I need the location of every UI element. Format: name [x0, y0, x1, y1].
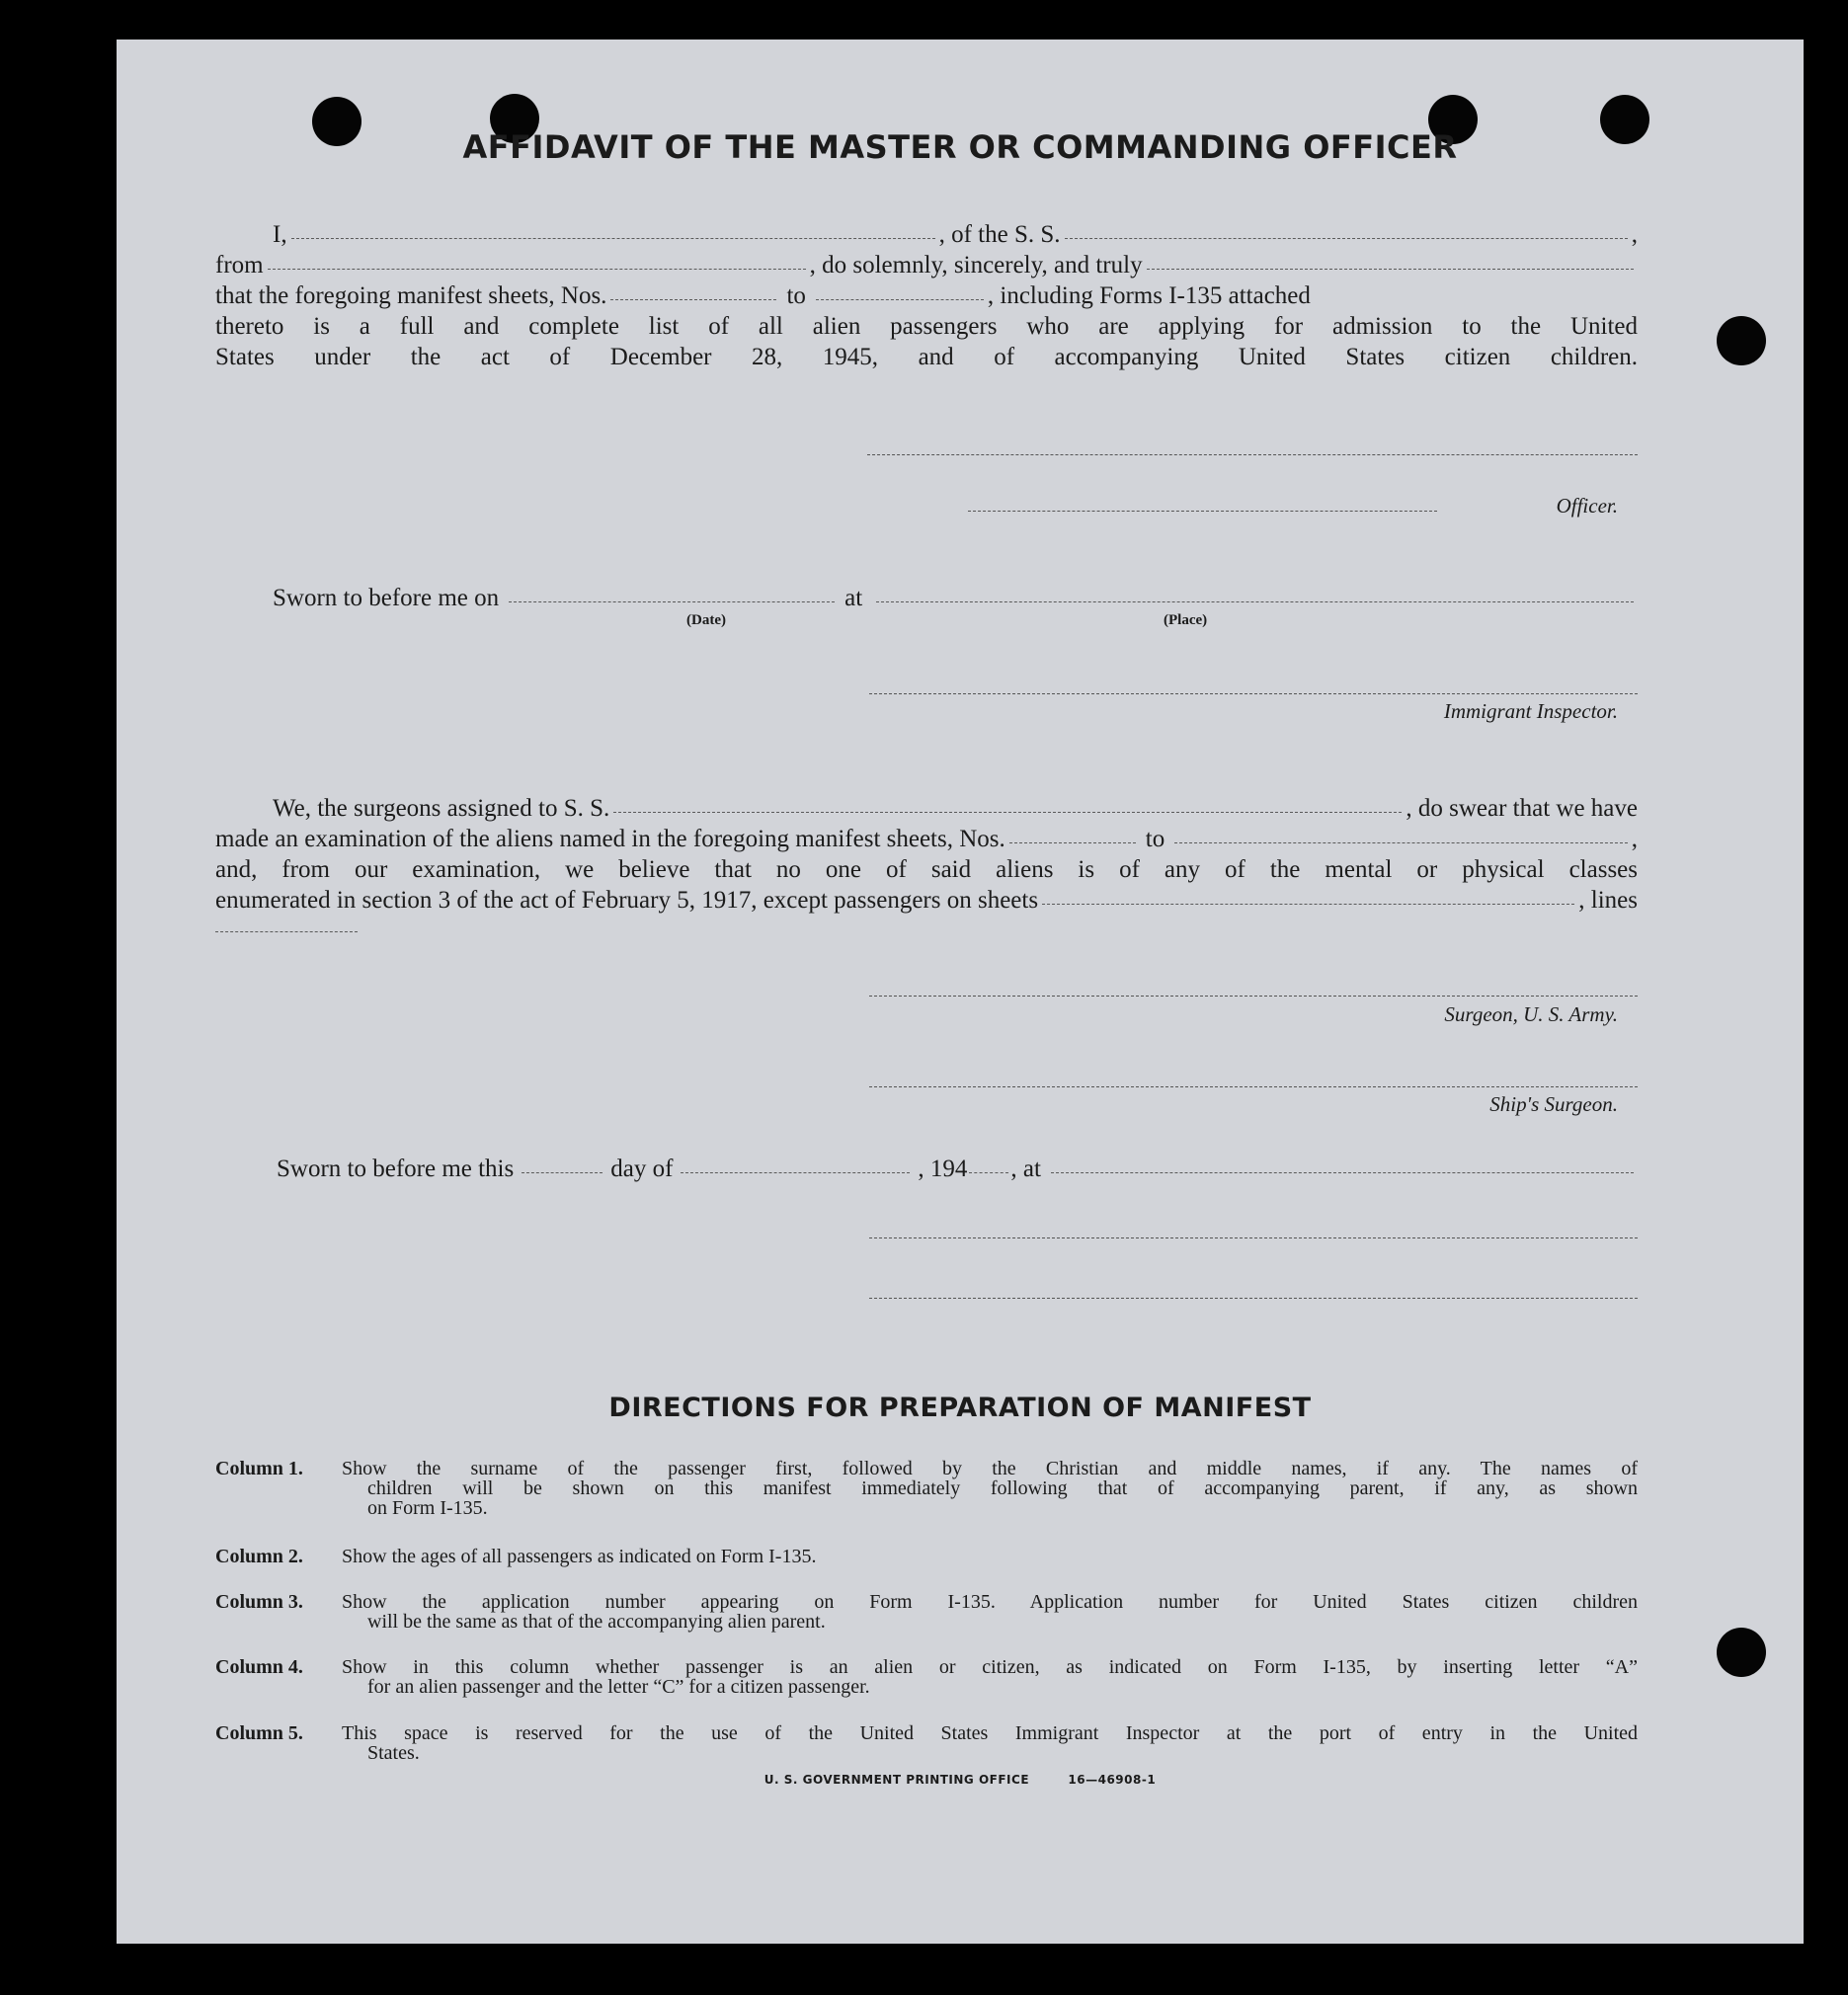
except-sheets-field[interactable] — [1042, 904, 1574, 905]
direction-text: Show in this column whether passenger is an alien or citizen, as indicated on Form I-135, by inserting letter “A” — [342, 1656, 1638, 1678]
ship-surgeon-signature-line[interactable] — [869, 1086, 1638, 1087]
text-day-of: day of — [610, 1156, 674, 1182]
text-i: I, — [273, 221, 287, 248]
punch-hole — [1717, 316, 1766, 365]
from-port-field[interactable] — [268, 269, 806, 270]
text-lines: , lines — [1578, 887, 1638, 914]
text-comma: , — [1631, 826, 1638, 852]
direction-text: Show the ages of all passengers as indicated on Form I-135. — [342, 1546, 817, 1567]
direction-text: Show the application number appearing on Form I-135. Application number for United States citizen children — [342, 1591, 1638, 1613]
exam-sheet-to-field[interactable] — [1174, 842, 1628, 843]
text-sworn-on: Sworn to before me on — [273, 585, 500, 611]
direction-column-3 — [215, 1592, 1638, 1632]
sheet-to-field[interactable] — [816, 299, 984, 300]
affidavit-line-2 — [215, 250, 1638, 280]
direction-text: This space is reserved for the use of the United States Immigrant Inspector at the port of entry in the United — [342, 1722, 1638, 1744]
master-name-field[interactable] — [291, 238, 935, 239]
direction-text: Show the surname of the passenger first, followed by the Christian and middle names, if any. The names of — [342, 1458, 1638, 1479]
witness-signature-line-2[interactable] — [869, 1298, 1638, 1299]
text-from: from — [215, 252, 264, 279]
affidavit-line-3 — [215, 280, 1638, 311]
inspector-signature-line[interactable] — [869, 693, 1638, 694]
direction-column-4 — [215, 1657, 1638, 1697]
oath-field[interactable] — [1147, 269, 1634, 270]
surgeons-paragraph — [215, 793, 1638, 946]
punch-hole — [1717, 1628, 1766, 1677]
place-caption: (Place) — [1164, 612, 1208, 628]
surgeons-line-2 — [215, 824, 1638, 854]
text-including: , including Forms I-135 attached — [987, 282, 1311, 309]
column-label: Column 1. — [215, 1458, 303, 1479]
officer-label: Officer. — [1556, 494, 1618, 518]
affidavit-title: AFFIDAVIT OF THE MASTER OR COMMANDING OFFICER — [462, 128, 1458, 166]
surgeons-line-3: and, from our examination, we believe that no one of said aliens is of any of the mental or physical classes — [215, 856, 1638, 883]
text-to: to — [1145, 826, 1165, 852]
army-surgeon-signature-line[interactable] — [869, 996, 1638, 997]
text-year: , 194 — [918, 1156, 968, 1182]
sworn2-place-field[interactable] — [1051, 1172, 1634, 1173]
year-field[interactable] — [969, 1172, 1008, 1173]
affidavit-line-5: States under the act of December 28, 1945, and of accompanying United States citizen children. — [215, 344, 1638, 370]
text-to: to — [786, 282, 806, 309]
exam-sheet-from-field[interactable] — [1009, 842, 1136, 843]
text-enumerated: enumerated in section 3 of the act of February 5, 1917, except passengers on sheets — [215, 887, 1039, 914]
printer-footer — [117, 1773, 1804, 1787]
surgeon-ship-field[interactable] — [613, 812, 1402, 813]
affidavit-paragraph — [215, 219, 1638, 372]
direction-text: for an alien passenger and the letter “C” for a citizen passenger. — [367, 1676, 870, 1698]
text-of-ss: , of the S. S. — [938, 221, 1061, 248]
text-examination: made an examination of the aliens named in the foregoing manifest sheets, Nos. — [215, 826, 1005, 852]
sheet-from-field[interactable] — [610, 299, 776, 300]
affidavit-line-1 — [215, 219, 1638, 250]
direction-column-1 — [215, 1459, 1638, 1518]
inspector-label: Immigrant Inspector. — [1443, 699, 1618, 723]
direction-text: States. — [367, 1742, 420, 1764]
sworn-before-row — [273, 585, 1638, 612]
directions-title: DIRECTIONS FOR PREPARATION OF MANIFEST — [608, 1393, 1312, 1423]
surgeons-line-4 — [215, 885, 1638, 916]
text-at: at — [844, 585, 863, 611]
surgeons-line-5 — [215, 916, 1638, 946]
direction-text: children will be shown on this manifest immediately following that of accompanying parent, if any, as shown — [367, 1477, 1638, 1499]
direction-column-2 — [215, 1547, 1638, 1566]
ship-surgeon-label: Ship's Surgeon. — [1489, 1092, 1618, 1116]
officer-title-line[interactable] — [968, 511, 1437, 512]
surgeons-line-1 — [215, 793, 1638, 824]
day-field[interactable] — [522, 1172, 603, 1173]
text-at: , at — [1010, 1156, 1041, 1182]
form-code: 16—46908-1 — [1068, 1773, 1157, 1787]
column-label: Column 3. — [215, 1591, 303, 1613]
month-field[interactable] — [681, 1172, 910, 1173]
text-manifest-nos: that the foregoing manifest sheets, Nos. — [215, 282, 607, 309]
column-label: Column 4. — [215, 1656, 303, 1678]
column-label: Column 2. — [215, 1546, 303, 1567]
column-label: Column 5. — [215, 1722, 303, 1744]
witness-signature-line-1[interactable] — [869, 1237, 1638, 1238]
printer-name: U. S. GOVERNMENT PRINTING OFFICE — [763, 1773, 1030, 1787]
text-sworn-this: Sworn to before me this — [277, 1156, 515, 1182]
affidavit-line-4: thereto is a full and complete list of all alien passengers who are applying for admission to the United — [215, 313, 1638, 340]
ship-name-field[interactable] — [1065, 238, 1628, 239]
text-do-swear: , do swear that we have — [1406, 795, 1638, 822]
direction-column-5 — [215, 1723, 1638, 1763]
document-page — [117, 40, 1804, 1944]
army-surgeon-label: Surgeon, U. S. Army. — [1444, 1002, 1618, 1026]
sworn-date-field[interactable] — [509, 601, 835, 602]
sworn-this-day-row — [277, 1156, 1638, 1183]
lines-field[interactable] — [215, 931, 358, 932]
officer-signature-line[interactable] — [867, 454, 1638, 455]
direction-text: will be the same as that of the accompanying alien parent. — [367, 1611, 826, 1633]
date-caption: (Date) — [686, 612, 726, 628]
sworn-place-field[interactable] — [876, 601, 1634, 602]
text-solemnly: , do solemnly, sincerely, and truly — [809, 252, 1143, 279]
text-comma: , — [1631, 221, 1638, 248]
text-surgeons-assigned: We, the surgeons assigned to S. S. — [273, 795, 610, 822]
direction-text: on Form I-135. — [367, 1497, 488, 1519]
